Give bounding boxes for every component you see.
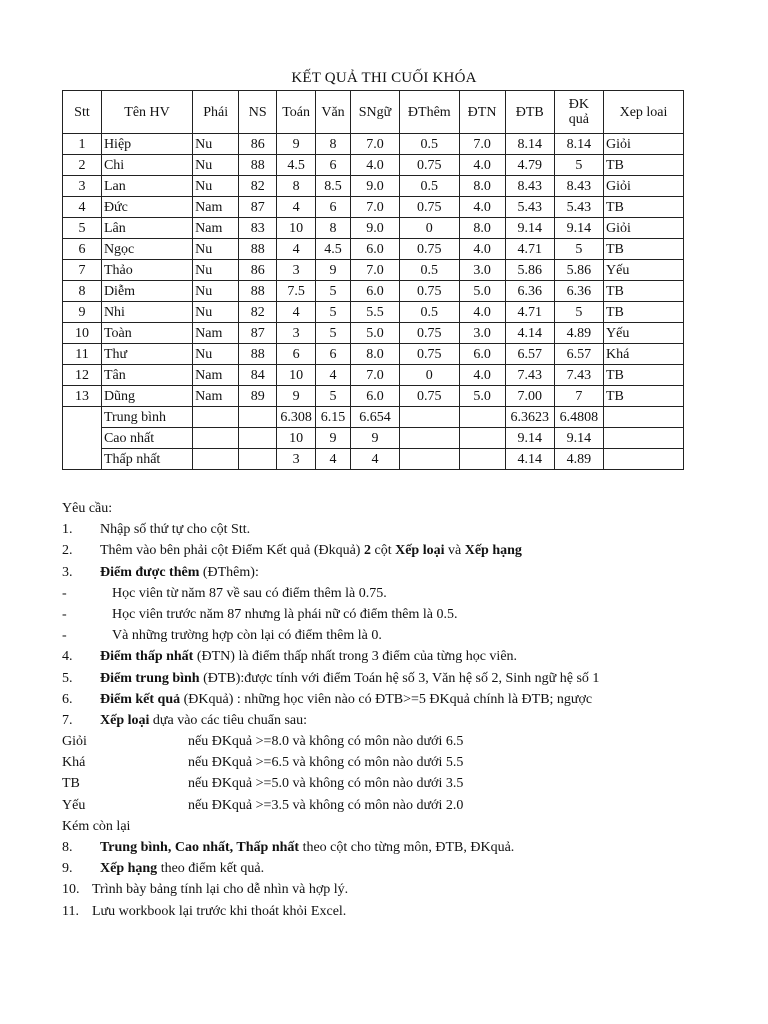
table-cell: 4.89: [554, 323, 603, 344]
table-cell: 6.0: [350, 386, 399, 407]
table-cell: 5.43: [554, 197, 603, 218]
empty-cell: [604, 449, 684, 470]
col-header-birth-year: NS: [239, 91, 277, 134]
table-cell: 86: [239, 134, 277, 155]
table-cell: TB: [604, 155, 684, 176]
table-row: [63, 239, 684, 260]
requirements: [62, 498, 768, 922]
req-item-7: 7. Xếp loại dựa vào các tiêu chuẩn sau:: [62, 712, 308, 728]
table-cell: 4.0: [459, 365, 505, 386]
table-cell: 5.86: [505, 260, 554, 281]
summary-cell: 9.14: [505, 428, 554, 449]
table-cell: 0.5: [400, 134, 459, 155]
table-cell: 86: [239, 260, 277, 281]
table-cell: 12: [63, 365, 102, 386]
table-cell: Yếu: [604, 323, 684, 344]
empty-cell: [239, 407, 277, 428]
col-header-min-score: ĐTN: [459, 91, 505, 134]
summary-cell: 10: [277, 428, 316, 449]
table-cell: Nu: [193, 134, 239, 155]
table-cell: 6.57: [505, 344, 554, 365]
table-cell: 9: [316, 260, 351, 281]
table-row: [63, 344, 684, 365]
requirements-heading: Yêu cầu:: [62, 501, 113, 516]
grade-rule: Khá nếu ĐKquả >=6.5 và không có môn nào dưới 5.5: [62, 755, 464, 771]
table-cell: Nu: [193, 176, 239, 197]
table-cell: TB: [604, 197, 684, 218]
table-cell: TB: [604, 281, 684, 302]
table-cell: 88: [239, 239, 277, 260]
results-table: [62, 90, 684, 470]
table-cell: Lan: [101, 176, 192, 197]
table-row: [63, 218, 684, 239]
table-cell: 0.5: [400, 302, 459, 323]
table-cell: Thư: [101, 344, 192, 365]
grade-rule: Yếu nếu ĐKquả >=3.5 và không có môn nào dưới 2.0: [62, 797, 464, 813]
table-cell: 7.5: [277, 281, 316, 302]
empty-cell: [400, 407, 459, 428]
table-cell: 1: [63, 134, 102, 155]
table-cell: TB: [604, 386, 684, 407]
table-cell: 5.43: [505, 197, 554, 218]
req-item-8: 8. Trung bình, Cao nhất, Thấp nhất theo cột cho từng môn, ĐTB, ĐKquả.: [62, 840, 515, 855]
req-item-6: 6. Điểm kết quả (ĐKquả) : những học viên nào có ĐTB>=5 ĐKquả chính là ĐTB; ngược: [62, 691, 593, 707]
table-cell: 7.0: [350, 197, 399, 218]
table-cell: TB: [604, 365, 684, 386]
table-cell: 6: [277, 344, 316, 365]
table-cell: 6.0: [350, 281, 399, 302]
req-subitem: - Học viên trước năm 87 nhưng là phái nữ có điểm thêm là 0.5.: [62, 606, 458, 622]
summary-cell: 6.15: [316, 407, 351, 428]
empty-cell: [459, 449, 505, 470]
summary-cell: Cao nhất: [101, 428, 192, 449]
table-cell: 10: [63, 323, 102, 344]
table-cell: 9.14: [554, 218, 603, 239]
summary-cell: Trung bình: [101, 407, 192, 428]
table-row: [63, 365, 684, 386]
table-row: [63, 155, 684, 176]
table-cell: TB: [604, 302, 684, 323]
table-row: [63, 134, 684, 155]
table-cell: 3: [63, 176, 102, 197]
table-cell: 5.0: [459, 281, 505, 302]
table-cell: 9.0: [350, 218, 399, 239]
req-item-2: 2. Thêm vào bên phải cột Điểm Kết quả (Đkquả) 2 cột Xếp loại và Xếp hạng: [62, 543, 522, 559]
table-cell: Nu: [193, 344, 239, 365]
table-cell: 5.5: [350, 302, 399, 323]
empty-cell: [239, 428, 277, 449]
empty-cell: [193, 407, 239, 428]
table-cell: 7.0: [350, 260, 399, 281]
req-subitem: - Học viên từ năm 87 về sau có điểm thêm là 0.75.: [62, 585, 387, 601]
empty-cell: [239, 449, 277, 470]
table-cell: 4.0: [459, 155, 505, 176]
table-cell: Dũng: [101, 386, 192, 407]
table-cell: Hiệp: [101, 134, 192, 155]
table-cell: 4.71: [505, 302, 554, 323]
table-cell: Nam: [193, 218, 239, 239]
table-cell: 6: [316, 197, 351, 218]
col-header-math: Toán: [277, 91, 316, 134]
grade-rule-rest: Kém còn lại: [62, 818, 131, 834]
table-cell: 7.0: [350, 134, 399, 155]
table-cell: 6: [63, 239, 102, 260]
table-cell: 7: [554, 386, 603, 407]
table-row: [63, 302, 684, 323]
table-cell: 4.5: [277, 155, 316, 176]
table-cell: 8: [63, 281, 102, 302]
table-cell: 3.0: [459, 323, 505, 344]
table-cell: Nam: [193, 386, 239, 407]
table-cell: 3: [277, 323, 316, 344]
table-cell: Giỏi: [604, 176, 684, 197]
table-cell: 8.0: [459, 218, 505, 239]
table-cell: 11: [63, 344, 102, 365]
col-header-avg-score: ĐTB: [505, 91, 554, 134]
table-cell: 0.75: [400, 386, 459, 407]
summary-blank-cell: [63, 407, 102, 470]
summary-row: [63, 428, 684, 449]
table-cell: 6.0: [459, 344, 505, 365]
table-cell: 5: [554, 239, 603, 260]
empty-cell: [459, 428, 505, 449]
table-cell: 89: [239, 386, 277, 407]
table-cell: 0.5: [400, 260, 459, 281]
table-cell: 7.0: [459, 134, 505, 155]
table-cell: 8.43: [505, 176, 554, 197]
col-header-stt: Stt: [63, 91, 102, 134]
header-row: [63, 91, 684, 134]
table-cell: 5: [554, 155, 603, 176]
table-cell: 4: [277, 239, 316, 260]
table-cell: 3.0: [459, 260, 505, 281]
table-cell: 4.79: [505, 155, 554, 176]
table-cell: 6.36: [505, 281, 554, 302]
req-item-9: 9. Xếp hạng theo điểm kết quả.: [62, 861, 265, 877]
table-cell: 0.75: [400, 281, 459, 302]
table-cell: 13: [63, 386, 102, 407]
summary-cell: 6.3623: [505, 407, 554, 428]
table-cell: 5: [316, 302, 351, 323]
grade-rule: TB nếu ĐKquả >=5.0 và không có môn nào dưới 3.5: [62, 776, 464, 792]
table-cell: 4: [63, 197, 102, 218]
summary-cell: 4: [350, 449, 399, 470]
table-cell: 5: [63, 218, 102, 239]
table-cell: 6: [316, 155, 351, 176]
table-cell: 4.0: [459, 302, 505, 323]
table-cell: 8: [316, 134, 351, 155]
table-cell: 5: [316, 281, 351, 302]
table-cell: 9: [277, 386, 316, 407]
table-cell: 88: [239, 281, 277, 302]
table-cell: Ngọc: [101, 239, 192, 260]
table-cell: Giỏi: [604, 134, 684, 155]
table-cell: 88: [239, 155, 277, 176]
table-cell: 83: [239, 218, 277, 239]
table-cell: 10: [277, 218, 316, 239]
summary-row: [63, 407, 684, 428]
table-cell: 7.43: [554, 365, 603, 386]
table-cell: 9.14: [505, 218, 554, 239]
table-cell: 9.0: [350, 176, 399, 197]
table-cell: 8.14: [505, 134, 554, 155]
summary-cell: 9: [316, 428, 351, 449]
table-cell: 8.5: [316, 176, 351, 197]
table-cell: 10: [277, 365, 316, 386]
summary-row: [63, 449, 684, 470]
empty-cell: [193, 428, 239, 449]
table-cell: Tân: [101, 365, 192, 386]
table-cell: 82: [239, 176, 277, 197]
table-cell: Toàn: [101, 323, 192, 344]
table-cell: 7.00: [505, 386, 554, 407]
table-cell: 0.5: [400, 176, 459, 197]
summary-cell: 4.89: [554, 449, 603, 470]
table-cell: 4.0: [350, 155, 399, 176]
table-cell: Khá: [604, 344, 684, 365]
table-cell: Đức: [101, 197, 192, 218]
table-cell: 6.36: [554, 281, 603, 302]
table-cell: 8: [316, 218, 351, 239]
table-cell: 84: [239, 365, 277, 386]
table-cell: 5: [554, 302, 603, 323]
table-cell: 5.0: [350, 323, 399, 344]
summary-cell: 6.308: [277, 407, 316, 428]
table-cell: 4.14: [505, 323, 554, 344]
table-cell: 9: [277, 134, 316, 155]
table-cell: 4: [316, 365, 351, 386]
table-cell: 7.43: [505, 365, 554, 386]
table-cell: Diễm: [101, 281, 192, 302]
table-cell: 6: [316, 344, 351, 365]
summary-cell: 4.14: [505, 449, 554, 470]
empty-cell: [400, 428, 459, 449]
empty-cell: [604, 407, 684, 428]
table-cell: 5: [316, 386, 351, 407]
table-cell: 8.0: [350, 344, 399, 365]
req-item-1: 1. Nhập số thứ tự cho cột Stt.: [62, 522, 251, 538]
table-cell: Nu: [193, 302, 239, 323]
table-cell: Nu: [193, 281, 239, 302]
table-cell: 0.75: [400, 344, 459, 365]
summary-cell: 6.4808: [554, 407, 603, 428]
table-cell: Lân: [101, 218, 192, 239]
col-header-grade: Xep loai: [604, 91, 684, 134]
table-cell: 5.86: [554, 260, 603, 281]
table-cell: 0.75: [400, 323, 459, 344]
table-cell: 6.57: [554, 344, 603, 365]
summary-cell: 4: [316, 449, 351, 470]
table-cell: 9: [63, 302, 102, 323]
summary-cell: 9.14: [554, 428, 603, 449]
table-cell: 6.0: [350, 239, 399, 260]
table-cell: 8.0: [459, 176, 505, 197]
col-header-result: ĐK quả: [554, 91, 603, 134]
col-header-gender: Phái: [193, 91, 239, 134]
table-cell: Nu: [193, 239, 239, 260]
req-item-5: 5. Điểm trung bình (ĐTB):được tính với điểm Toán hệ số 3, Văn hệ số 2, Sinh ngữ hệ số 1: [62, 670, 600, 686]
col-header-bonus: ĐThêm: [400, 91, 459, 134]
table-row: [63, 281, 684, 302]
req-item-11: 11. Lưu workbook lại trước khi thoát khỏi Excel.: [62, 903, 347, 919]
summary-cell: 9: [350, 428, 399, 449]
table-cell: 0: [400, 218, 459, 239]
summary-cell: 6.654: [350, 407, 399, 428]
table-cell: Chi: [101, 155, 192, 176]
table-cell: Nu: [193, 260, 239, 281]
table-cell: 2: [63, 155, 102, 176]
empty-cell: [193, 449, 239, 470]
table-cell: 88: [239, 344, 277, 365]
table-cell: TB: [604, 239, 684, 260]
req-item-4: 4. Điểm thấp nhất (ĐTN) là điểm thấp nhất trong 3 điểm của từng học viên.: [62, 649, 518, 665]
table-cell: 4.71: [505, 239, 554, 260]
grade-rule: Giỏi nếu ĐKquả >=8.0 và không có môn nào dưới 6.5: [62, 734, 464, 750]
table-cell: 0.75: [400, 155, 459, 176]
req-subitem: - Và những trường hợp còn lại có điểm thêm là 0.: [62, 628, 382, 644]
table-cell: 82: [239, 302, 277, 323]
table-cell: 4: [277, 302, 316, 323]
col-header-literature: Văn: [316, 91, 351, 134]
table-cell: 4: [277, 197, 316, 218]
table-cell: Nam: [193, 323, 239, 344]
table-cell: 0.75: [400, 197, 459, 218]
empty-cell: [459, 407, 505, 428]
table-cell: 8.14: [554, 134, 603, 155]
table-row: [63, 323, 684, 344]
table-cell: 87: [239, 197, 277, 218]
summary-cell: Thấp nhất: [101, 449, 192, 470]
table-cell: 4.5: [316, 239, 351, 260]
req-item-10: 10. Trình bày bảng tính lại cho dễ nhìn và hợp lý.: [62, 882, 349, 898]
table-cell: 87: [239, 323, 277, 344]
table-cell: 0.75: [400, 239, 459, 260]
table-cell: Nhi: [101, 302, 192, 323]
summary-cell: 3: [277, 449, 316, 470]
table-cell: 5.0: [459, 386, 505, 407]
table-cell: Giỏi: [604, 218, 684, 239]
table-row: [63, 386, 684, 407]
table-cell: Yếu: [604, 260, 684, 281]
table-cell: Nam: [193, 197, 239, 218]
req-item-3: 3. Điểm được thêm (ĐThêm):: [62, 564, 259, 580]
table-cell: 3: [277, 260, 316, 281]
table-row: [63, 197, 684, 218]
page-title: KẾT QUẢ THI CUỐI KHÓA: [291, 70, 477, 86]
empty-cell: [604, 428, 684, 449]
table-cell: 7: [63, 260, 102, 281]
col-header-name: Tên HV: [101, 91, 192, 134]
table-cell: Nu: [193, 155, 239, 176]
table-cell: 8.43: [554, 176, 603, 197]
table-cell: 4.0: [459, 197, 505, 218]
table-cell: 5: [316, 323, 351, 344]
empty-cell: [400, 449, 459, 470]
table-cell: 8: [277, 176, 316, 197]
table-row: [63, 176, 684, 197]
table-cell: 0: [400, 365, 459, 386]
table-cell: Thảo: [101, 260, 192, 281]
table-cell: 7.0: [350, 365, 399, 386]
table-cell: Nam: [193, 365, 239, 386]
col-header-language: SNgữ: [350, 91, 399, 134]
table-row: [63, 260, 684, 281]
table-cell: 4.0: [459, 239, 505, 260]
